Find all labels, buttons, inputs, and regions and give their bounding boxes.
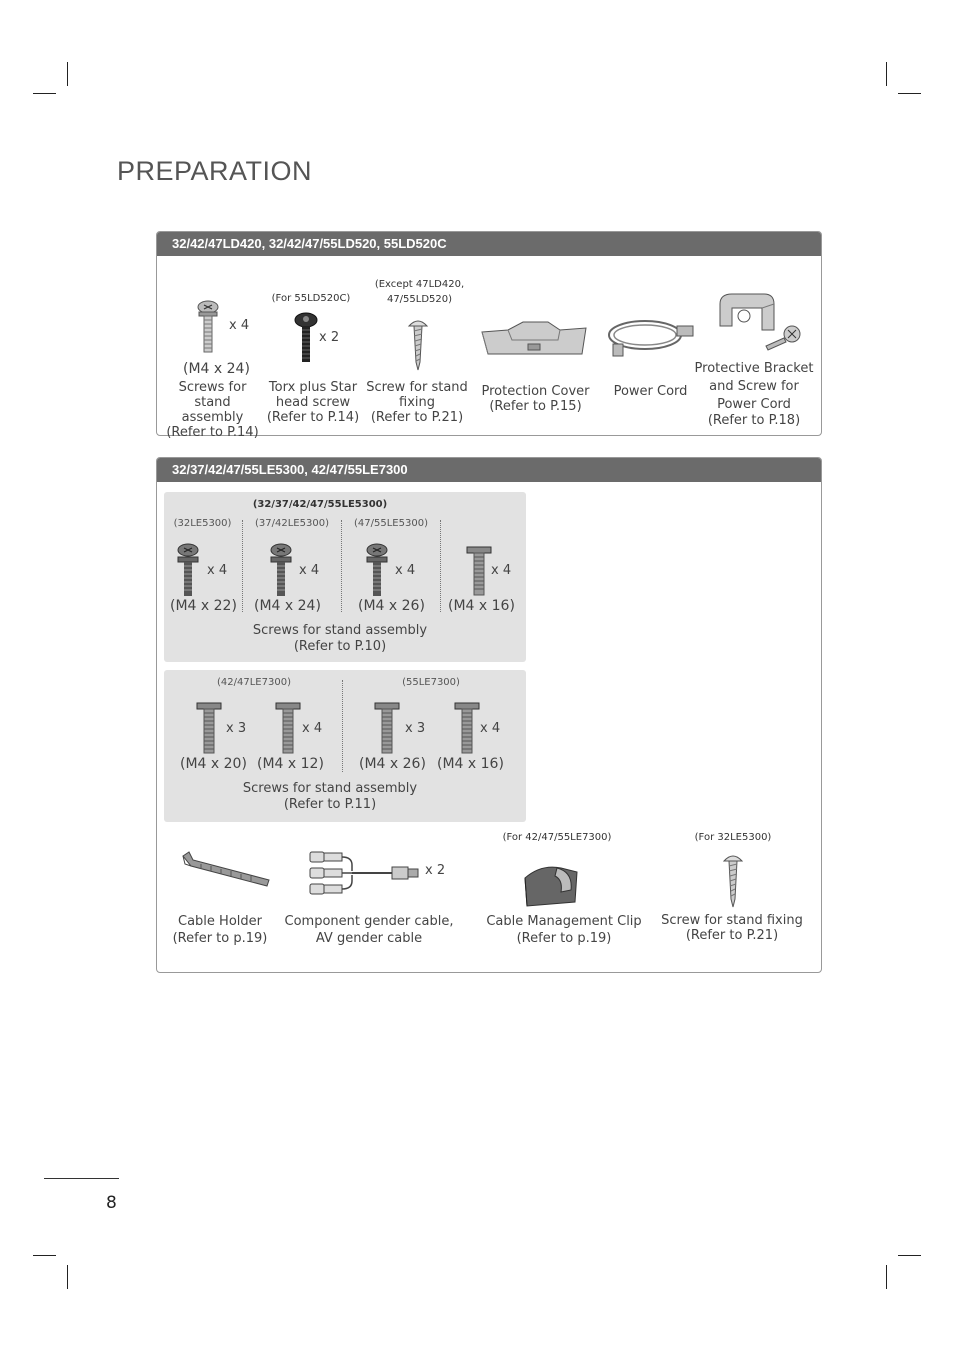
qty-label: x 2 [319, 330, 340, 345]
item-caption: Screws for stand assembly (Refer to P.14) [166, 380, 259, 440]
item-caption: Component gender cable, AV gender cable [284, 914, 454, 946]
torx-screw-icon [294, 312, 320, 364]
size-label: (M4 x 20) [180, 756, 247, 772]
qty-label: x 4 [302, 721, 323, 736]
panel-header: 32/42/47LD420, 32/42/47/55LD520, 55LD520C [157, 232, 821, 256]
screw-icon [176, 543, 202, 599]
crop-mark [67, 1265, 68, 1289]
size-label: (M4 x 24) [254, 598, 321, 614]
screw-icon [365, 543, 391, 599]
item-caption: Screw for stand fixing (Refer to P.21) [366, 380, 468, 425]
item-caption: Cable Management Clip (Refer to p.19) [486, 914, 642, 946]
flat-screw-icon [466, 546, 492, 598]
qty-label: x 3 [226, 721, 247, 736]
size-label: (M4 x 22) [170, 598, 237, 614]
page-title: PREPARATION [117, 156, 313, 186]
item-caption: Protection Cover (Refer to P.15) [481, 384, 590, 414]
sub-note: (47/55LE5300) [354, 518, 428, 529]
flat-screw-icon [196, 702, 222, 756]
crop-mark [33, 93, 56, 94]
divider [341, 520, 342, 612]
sub-note: (37/42LE5300) [255, 518, 329, 529]
item-note: (For 42/47/55LE7300) [502, 832, 612, 843]
qty-label: x 3 [405, 721, 426, 736]
crop-mark [886, 62, 887, 86]
protection-cover-icon [478, 320, 593, 360]
page-number: 8 [106, 1193, 117, 1213]
crop-mark [886, 1265, 887, 1289]
sub-note: (42/47LE7300) [217, 677, 291, 688]
size-label: (M4 x 26) [358, 598, 425, 614]
size-label: (M4 x 26) [359, 756, 426, 772]
wood-screw-icon [723, 853, 743, 907]
wood-screw-icon [408, 318, 428, 370]
size-label: (M4 x 16) [437, 756, 504, 772]
qty-label: x 2 [425, 863, 446, 878]
flat-screw-icon [454, 702, 480, 756]
item-caption: Power Cord [613, 384, 688, 399]
screw-icon [196, 300, 226, 356]
item-note: (For 32LE5300) [694, 832, 772, 843]
group-caption: Screws for stand assembly (Refer to P.10) [252, 623, 428, 654]
sub-note: (32LE5300) [173, 518, 232, 529]
group-note: (32/37/42/47/55LE5300) [252, 499, 388, 510]
power-cord-icon [603, 310, 698, 360]
item-caption: Screw for stand fixing (Refer to P.21) [661, 913, 803, 943]
flat-screw-icon [374, 702, 400, 756]
crop-mark [898, 93, 921, 94]
panel-header: 32/37/42/47/55LE5300, 42/47/55LE7300 [157, 458, 821, 482]
group-caption: Screws for stand assembly (Refer to P.11) [242, 781, 418, 812]
crop-mark [898, 1255, 921, 1256]
cable-clip-icon [521, 862, 581, 910]
qty-label: x 4 [395, 563, 416, 578]
flat-screw-icon [275, 702, 301, 756]
qty-label: x 4 [229, 318, 250, 333]
size-label: (M4 x 12) [257, 756, 324, 772]
item-note: (Except 47LD420, 47/55LD520) [374, 279, 465, 305]
av-cable-icon [308, 850, 423, 896]
qty-label: x 4 [491, 563, 512, 578]
divider [440, 520, 441, 612]
screw-icon [269, 543, 295, 599]
sub-note: (55LE7300) [402, 677, 460, 688]
item-caption: Torx plus Star head screw (Refer to P.14) [266, 380, 360, 425]
bracket-icon [714, 290, 804, 352]
qty-label: x 4 [207, 563, 228, 578]
cable-holder-icon [181, 850, 273, 890]
crop-mark [67, 62, 68, 86]
size-label: (M4 x 16) [448, 598, 515, 614]
qty-label: x 4 [299, 563, 320, 578]
divider [342, 680, 343, 772]
item-caption: Cable Holder (Refer to p.19) [172, 914, 268, 946]
size-label: (M4 x 24) [183, 361, 250, 377]
item-note: (For 55LD520C) [271, 293, 351, 304]
item-caption: Protective Bracket and Screw for Power Cord (Refer to P.18) [694, 361, 814, 428]
crop-mark [33, 1255, 56, 1256]
divider [242, 520, 243, 612]
footer-rule [44, 1178, 119, 1179]
qty-label: x 4 [480, 721, 501, 736]
